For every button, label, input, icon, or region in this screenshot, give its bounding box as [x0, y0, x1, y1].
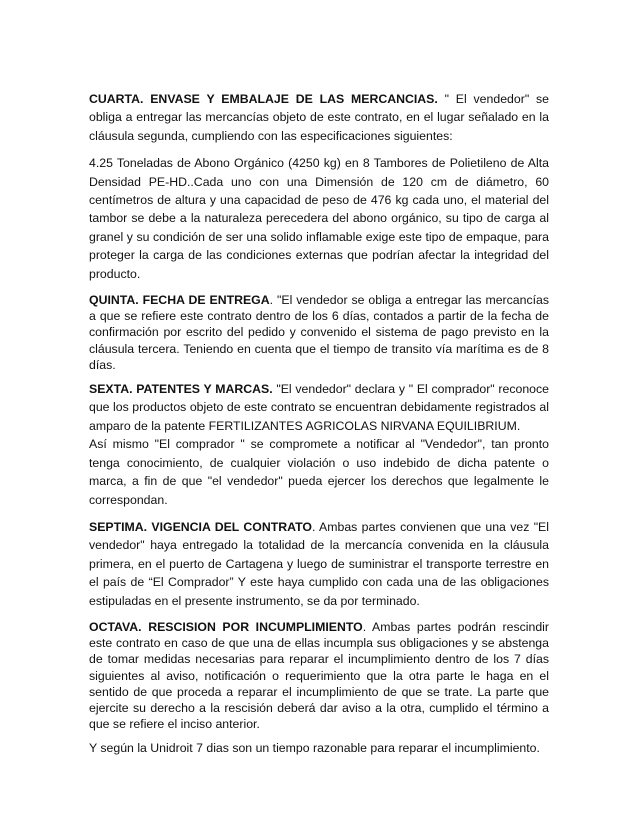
clause-text: " El vendedor" se obliga a entregar las mercancías objeto de este contrato, en el lugar señalado en la cláusula segunda, cumpliendo con las especificaciones siguientes:	[89, 92, 549, 143]
clause-text: . Ambas partes podrán rescindir este contrato en caso de que una de ellas incumpla sus obligaciones y se abstenga de tomar medidas necesarias para reparar el incumplimiento dentro de los 7 días siguientes al aviso, notificación o requerimiento que la otra parte le haga en el sentido de que proceda a reparar el incumplimiento de que se trate. La parte que ejercite su derecho a la rescisión deberá dar aviso a la otra, cumplido el término a que se refiere el inciso anterior.	[89, 619, 550, 732]
clause-text: . Ambas partes convienen que una vez "El vendedor" haya entregado la totalidad de la mercancía convenida en la cláusula primera, en el puerto de Cartagena y luego de suministrar el transporte terrestre en el país de “El Comprador” Y este haya cumplido con cada una de las obligaciones estipuladas en el presente instrumento, se da por terminado.	[89, 519, 549, 608]
clause-text: "El vendedor" declara y " El comprador" reconoce que los productos objeto de este contrato se encuentran debidamente registrados al amparo de la patente FERTILIZANTES AGRICOLAS NIRVANA EQUILIBRIUM.	[89, 382, 549, 433]
clause-text: . "El vendedor se obliga a entregar las mercancías a que se refiere este contrato dentro de los 6 días, contados a partir de la fecha de confirmación por escrito del pedido y convenido el sistema de pago previsto en la cláusula tercera. Teniendo en cuenta que el tiempo de transito vía marítima es de 8 días.	[89, 293, 550, 372]
contract-body	[89, 90, 549, 765]
clause-text: 4.25 Toneladas de Abono Orgánico (4250 kg) en 8 Tambores de Polietileno de Alta Densidad PE-HD..Cada uno con una Dimensión de 120 cm de diámetro, 60 centímetros de altura y una capacidad de peso de 476 kg cada uno, el material del tambor se debe a la naturaleza perecedera del abono orgánico, su tipo de carga al granel y su condición de ser una solido inflamable exige este tipo de empaque, para proteger la carga de las condiciones externas que podrían afectar la integridad del producto.	[89, 156, 549, 281]
clause-heading: SEXTA. PATENTES Y MARCAS.	[89, 382, 273, 397]
clause-octava	[89, 619, 549, 732]
clause-cuarta-detail	[89, 154, 549, 283]
clause-heading: CUARTA. ENVASE Y EMBALAJE DE LAS MERCANCIAS.	[89, 92, 438, 106]
clause-text: Así mismo "El comprador " se compromete a notificar al "Vendedor", tan pronto tenga conocimiento, de cualquier violación o uso indebido de dicha patente o marca, a fin de que "el vendedor" pueda ejercer los derechos que legalmente le correspondan.	[89, 437, 549, 507]
clause-septima	[89, 518, 549, 610]
clause-heading: OCTAVA. RESCISION POR INCUMPLIMIENTO	[89, 619, 363, 634]
clause-cuarta	[89, 90, 549, 145]
clause-text: Y según la Unidroit 7 dias son un tiempo razonable para reparar el incumplimiento.	[89, 741, 540, 756]
clause-sexta-continued	[89, 435, 549, 509]
clause-heading: SEPTIMA. VIGENCIA DEL CONTRATO	[89, 519, 312, 534]
clause-sexta	[89, 380, 549, 435]
closing-note	[89, 739, 549, 757]
clause-quinta	[89, 292, 549, 373]
clause-heading: QUINTA. FECHA DE ENTREGA	[89, 293, 270, 308]
